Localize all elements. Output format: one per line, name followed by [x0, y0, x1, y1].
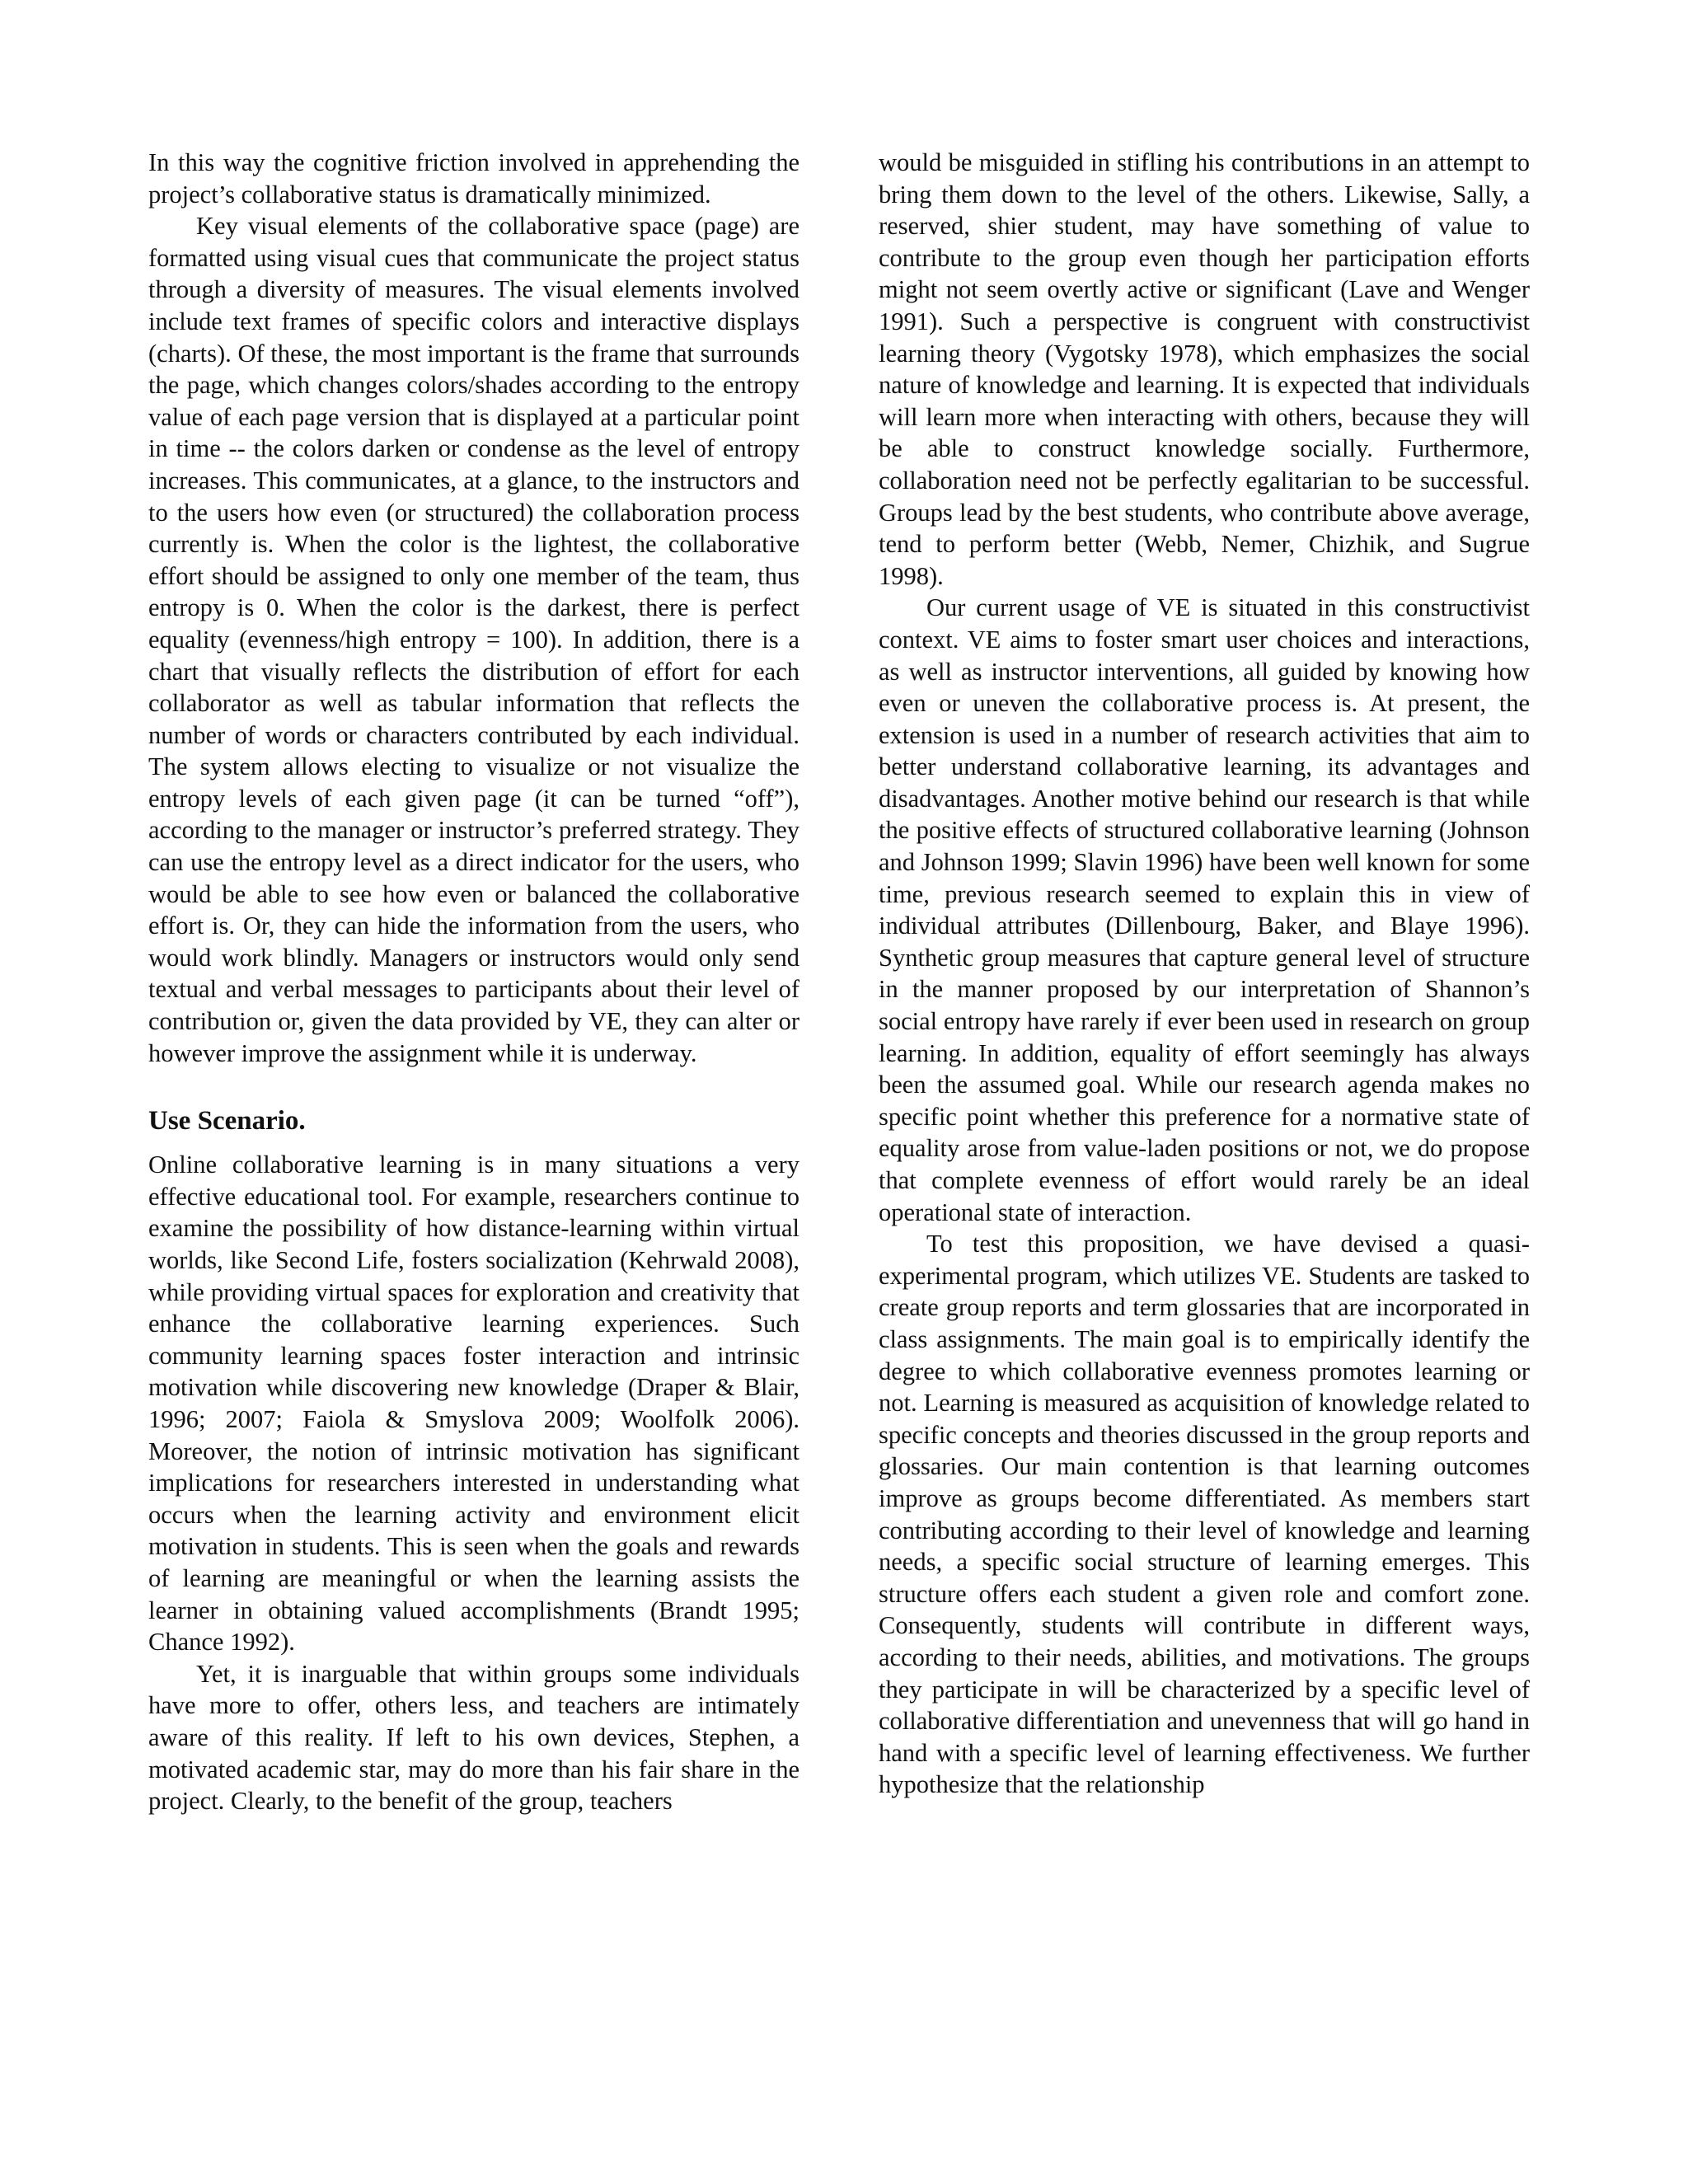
paragraph-online-learning: Online collaborative learning is in many situations a very effective educational tool. For example, researchers continue to examine the possibility of how distance-learning within virtual worlds, like Second Life, fosters socialization (Kehrwald 2008), while providing virtual spaces for exploration and creativity that enhance the collaborative learning experiences. Such community learning spaces foster interaction and intrinsic motivation while discovering new knowledge (Draper & Blair, 1996; 2007; Faiola & Smyslova 2009; Woolfolk 2006). Moreover, the notion of intrinsic motivation has significant implications for researchers interested in understanding what occurs when the learning activity and environment elicit motivation in students. This is seen when the goals and rewards of learning are meaningful or when the learning assists the learner in obtaining valued accomplishments (Brandt 1995; Chance 1992).	[148, 1151, 799, 1657]
paragraph-cognitive-friction: In this way the cognitive friction involved in apprehending the project’s collaborative status is dramatically minimized.	[148, 148, 799, 209]
section-heading-use-scenario: Use Scenario.	[148, 1106, 306, 1137]
paragraph-test-proposition: To test this proposition, we have devised a quasi-experimental program, which utilizes VE. Students are tasked to create group reports and term glossaries that are incorporated in class assignments. The main goal is to empirically identify the degree to which collaborative evenness promotes learning or not. Learning is measured as acquisition of knowledge related to specific concepts and theories discussed in the group reports and glossaries. Our main contention is that learning outcomes improve as groups become differentiated. As members start contributing according to their level of knowledge and learning needs, a specific social structure of learning emerges. This structure offers each student a given role and comfort zone. Consequently, students will contribute in different ways, according to their needs, abilities, and motivations. The groups they participate in will be characterized by a specific level of collaborative differentiation and unevenness that will go hand in hand with a specific level of learning effectiveness. We further hypothesize that the relationship	[879, 1230, 1530, 1799]
left-column	[148, 147, 799, 1817]
right-column	[879, 147, 1530, 1801]
paragraph-groups-individuals: Yet, it is inarguable that within groups some individuals have more to offer, others less, and teachers are intimately aware of this reality. If left to his own devices, Stephen, a motivated academic star, may do more than his fair share in the project. Clearly, to the benefit of the group, teachers	[148, 1659, 799, 1816]
paragraph-current-usage: Our current usage of VE is situated in this constructivist context. VE aims to foster smart user choices and interactions, as well as instructor interventions, all guided by knowing how even or uneven the collaborative process is. At present, the extension is used in a number of research activities that aim to better understand collaborative learning, its advantages and disadvantages. Another motive behind our research is that while the positive effects of structured collaborative learning (Johnson and Johnson 1999; Slavin 1996) have been well known for some time, previous research seemed to explain this in view of individual attributes (Dillenbourg, Baker, and Blaye 1996). Synthetic group measures that capture general level of structure in the manner proposed by our interpretation of Shannon’s social entropy have rarely if ever been used in research on group learning. In addition, equality of effort seemingly has always been the assumed goal. While our research agenda makes no specific point whether this preference for a normative state of equality arose from value-laden positions or not, we do propose that complete evenness of effort would rarely be an ideal operational state of interaction.	[879, 593, 1530, 1226]
paragraph-misguided-contributions: would be misguided in stifling his contributions in an attempt to bring them down to the level of the others. Likewise, Sally, a reserved, shier student, may have something of value to contribute to the group even though her participation efforts might not seem overtly active or significant (Lave and Wenger 1991). Such a perspective is congruent with constructivist learning theory (Vygotsky 1978), which emphasizes the social nature of knowledge and learning. It is expected that individuals will learn more when interacting with others, because they will be able to construct knowledge socially. Furthermore, collaboration need not be perfectly egalitarian to be successful. Groups lead by the best students, who contribute above average, tend to perform better (Webb, Nemer, Chizhik, and Sugrue 1998).	[879, 148, 1530, 590]
paragraph-visual-elements: Key visual elements of the collaborative space (page) are formatted using visual cues that communicate the project status through a diversity of measures. The visual elements involved include text frames of specific colors and interactive displays (charts). Of these, the most important is the frame that surrounds the page, which changes colors/shades according to the entropy value of each page version that is displayed at a particular point in time -- the colors darken or condense as the level of entropy increases. This communicates, at a glance, to the instructors and to the users how even (or structured) the collaboration process currently is. When the color is the lightest, the collaborative effort should be assigned to only one member of the team, thus entropy is 0. When the color is the darkest, there is perfect equality (evenness/high entropy = 100). In addition, there is a chart that visually reflects the distribution of effort for each collaborator as well as tabular information that reflects the number of words or characters contributed by each individual. The system allows electing to visualize or not visualize the entropy levels of each given page (it can be turned “off”), according to the manager or instructor’s preferred strategy. They can use the entropy level as a direct indicator for the users, who would be able to see how even or balanced the collaborative effort is. Or, they can hide the information from the users, who would work blindly. Managers or instructors would only send textual and verbal messages to participants about their level of contribution or, given the data provided by VE, they can alter or however improve the assignment while it is underway.	[148, 212, 799, 1067]
